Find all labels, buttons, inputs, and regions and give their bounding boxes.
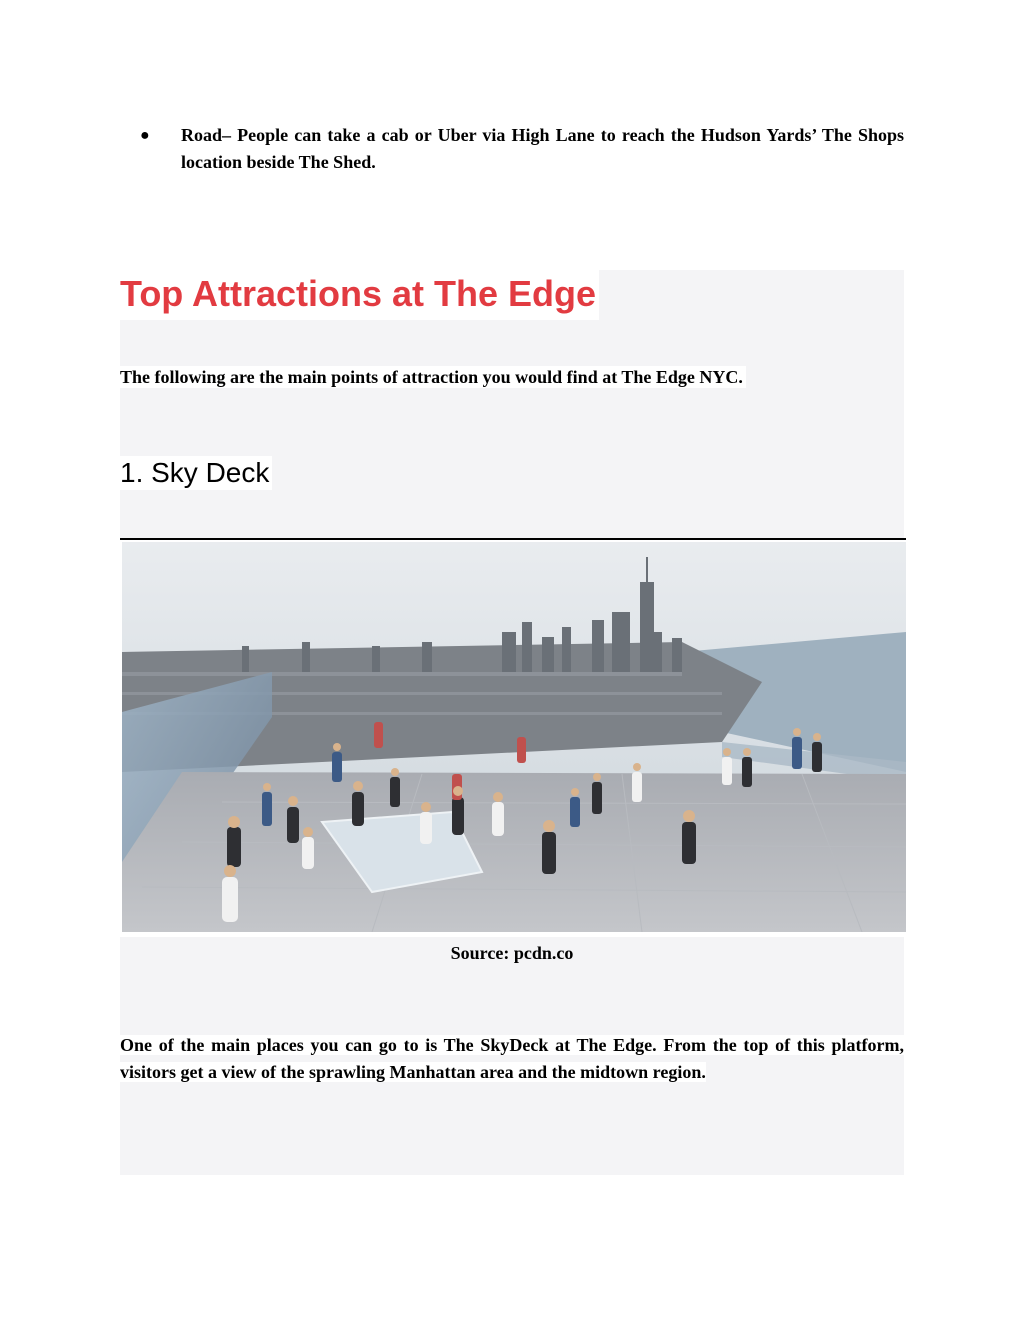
bullet-item-road — [140, 122, 904, 176]
bullet-text: Road– People can take a cab or Uber via High Lane to reach the Hudson Yards’ The Shops location beside The Shed. — [181, 125, 904, 172]
image-caption — [120, 942, 904, 964]
subsection-heading: 1. Sky Deck — [120, 456, 272, 490]
section-intro: The following are the main points of attraction you would find at The Edge NYC. — [120, 366, 746, 388]
sky-deck-photo — [122, 542, 906, 932]
bullet-marker: ● — [140, 127, 150, 144]
divider-line — [120, 538, 906, 540]
body-paragraph-text: One of the main places you can go to is The SkyDeck at The Edge. From the top of this platform, visitors get a view of the sprawling Manhattan area and the midtown region. — [120, 1035, 904, 1082]
section-title: Top Attractions at The Edge — [120, 270, 599, 320]
caption-text: Source: pcdn.co — [450, 943, 574, 963]
body-paragraph — [120, 1032, 904, 1086]
